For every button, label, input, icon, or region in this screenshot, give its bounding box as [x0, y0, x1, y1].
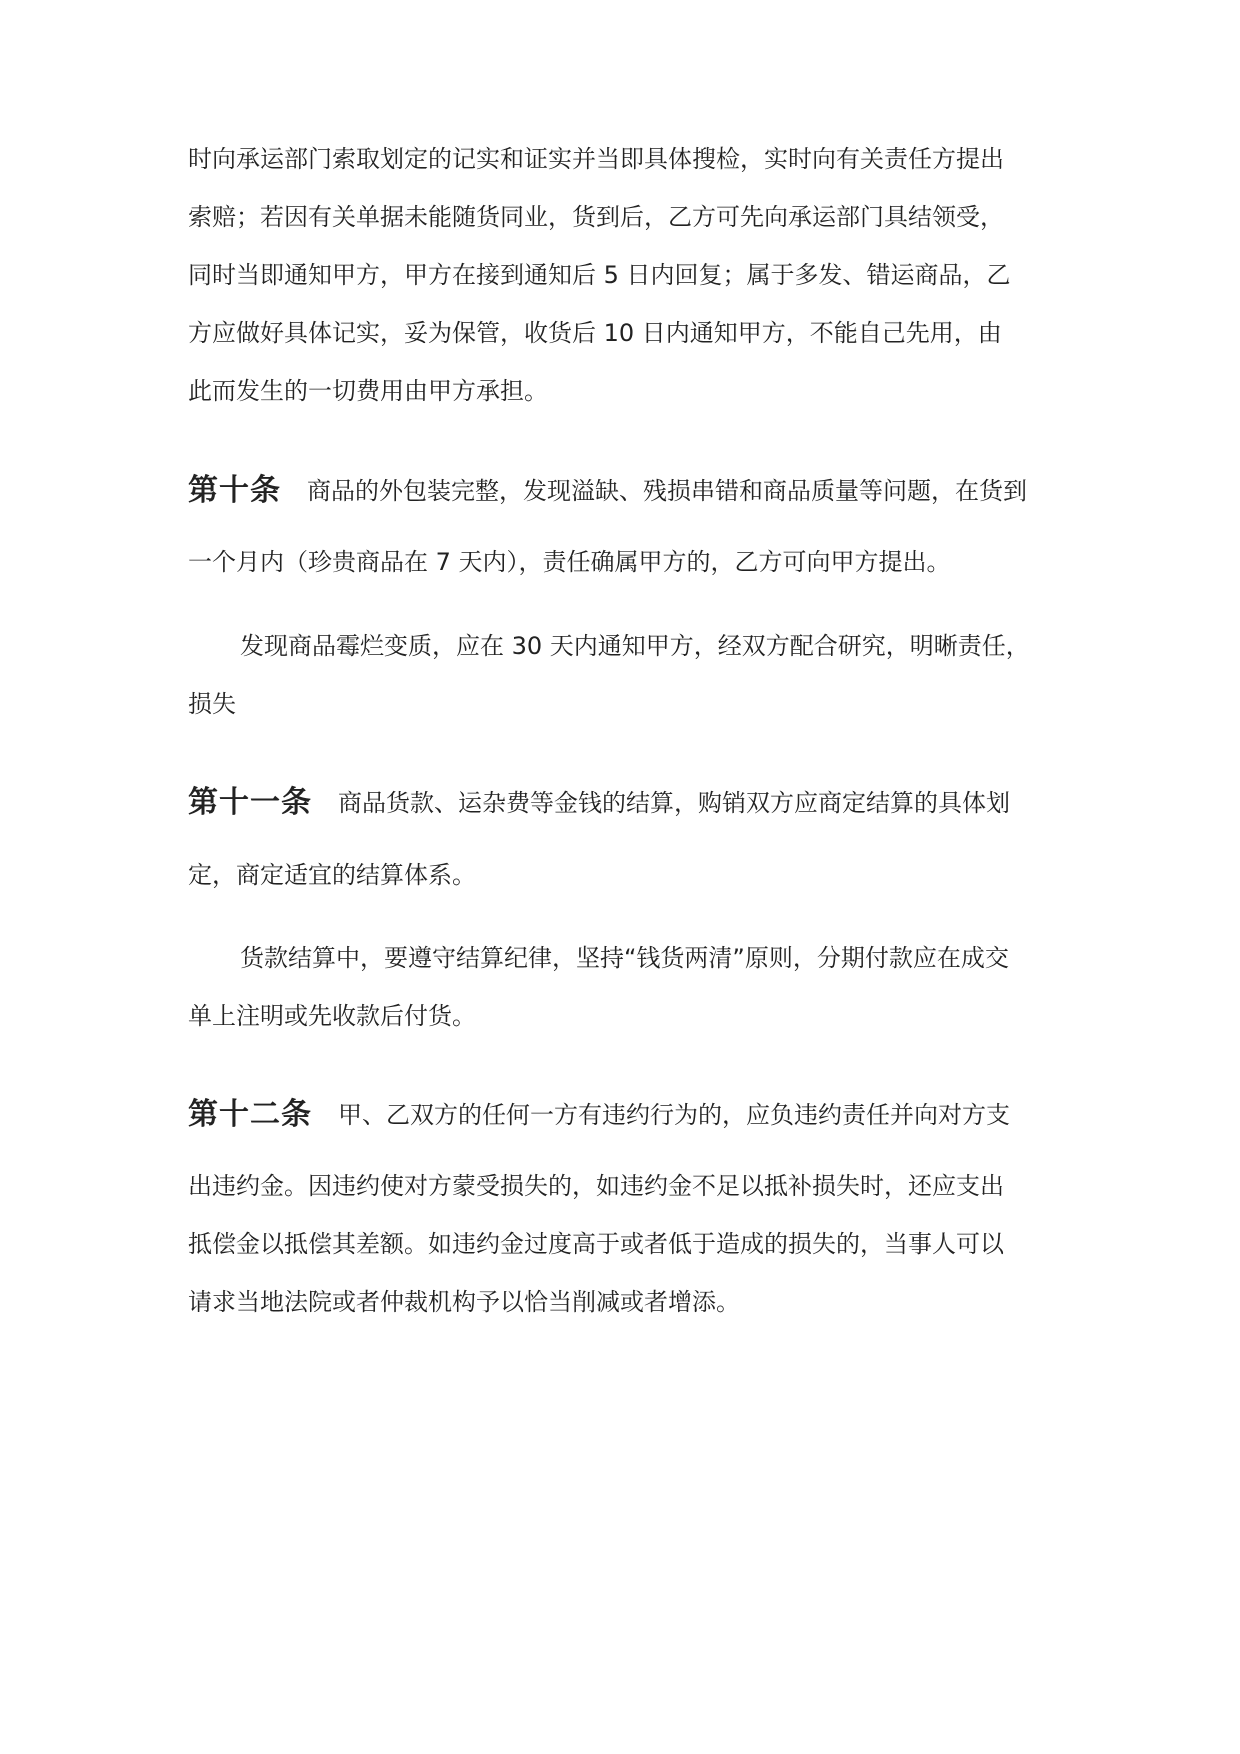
paragraph-line: 索赔；若因有关单据未能随货同业，货到后，乙方可先向承运部门具结领受，: [188, 203, 1004, 231]
paragraph-line: 出违约金。因违约使对方蒙受损失的，如违约金不足以抵补损失时，还应支出: [188, 1172, 1004, 1200]
article-12-first-line: 甲、乙双方的任何一方有违约行为的，应负违约责任并向对方支: [338, 1101, 1010, 1129]
paragraph-line: 损失: [188, 690, 236, 718]
paragraph-line: 同时当即通知甲方，甲方在接到通知后 5 日内回复；属于多发、错运商品，乙: [188, 261, 1011, 289]
article-10-title: 第十条: [188, 473, 281, 508]
paragraph-line: 一个月内（珍贵商品在 7 天内），责任确属甲方的，乙方可向甲方提出。: [188, 548, 951, 576]
paragraph-line: 时向承运部门索取划定的记实和证实并当即具体搜检，实时向有关责任方提出: [188, 145, 1004, 173]
paragraph-line: 此而发生的一切费用由甲方承担。: [188, 377, 548, 405]
paragraph-line: 抵偿金以抵偿其差额。如违约金过度高于或者低于造成的损失的，当事人可以: [188, 1230, 1004, 1258]
paragraph-line: 发现商品霉烂变质，应在 30 天内通知甲方，经双方配合研究，明晰责任，: [240, 632, 1030, 660]
article-11-heading-line: [188, 786, 1010, 819]
paragraph-line: 单上注明或先收款后付货。: [188, 1002, 476, 1030]
paragraph-line: 请求当地法院或者仲裁机构予以恰当削减或者增添。: [188, 1288, 740, 1316]
paragraph-line: 货款结算中，要遵守结算纪律，坚持“钱货两清”原则，分期付款应在成交: [240, 944, 1009, 972]
paragraph-line: 定，商定适宜的结算体系。: [188, 861, 476, 889]
article-11-first-line: 商品货款、运杂费等金钱的结算，购销双方应商定结算的具体划: [338, 789, 1010, 817]
article-11-title: 第十一条: [188, 785, 312, 820]
article-10-first-line: 商品的外包装完整，发现溢缺、残损串错和商品质量等问题，在货到: [307, 477, 1027, 505]
article-10-heading-line: [188, 474, 1027, 507]
article-12-heading-line: [188, 1098, 1010, 1131]
article-12-title: 第十二条: [188, 1097, 312, 1132]
paragraph-line: 方应做好具体记实，妥为保管，收货后 10 日内通知甲方，不能自己先用，由: [188, 319, 1002, 347]
